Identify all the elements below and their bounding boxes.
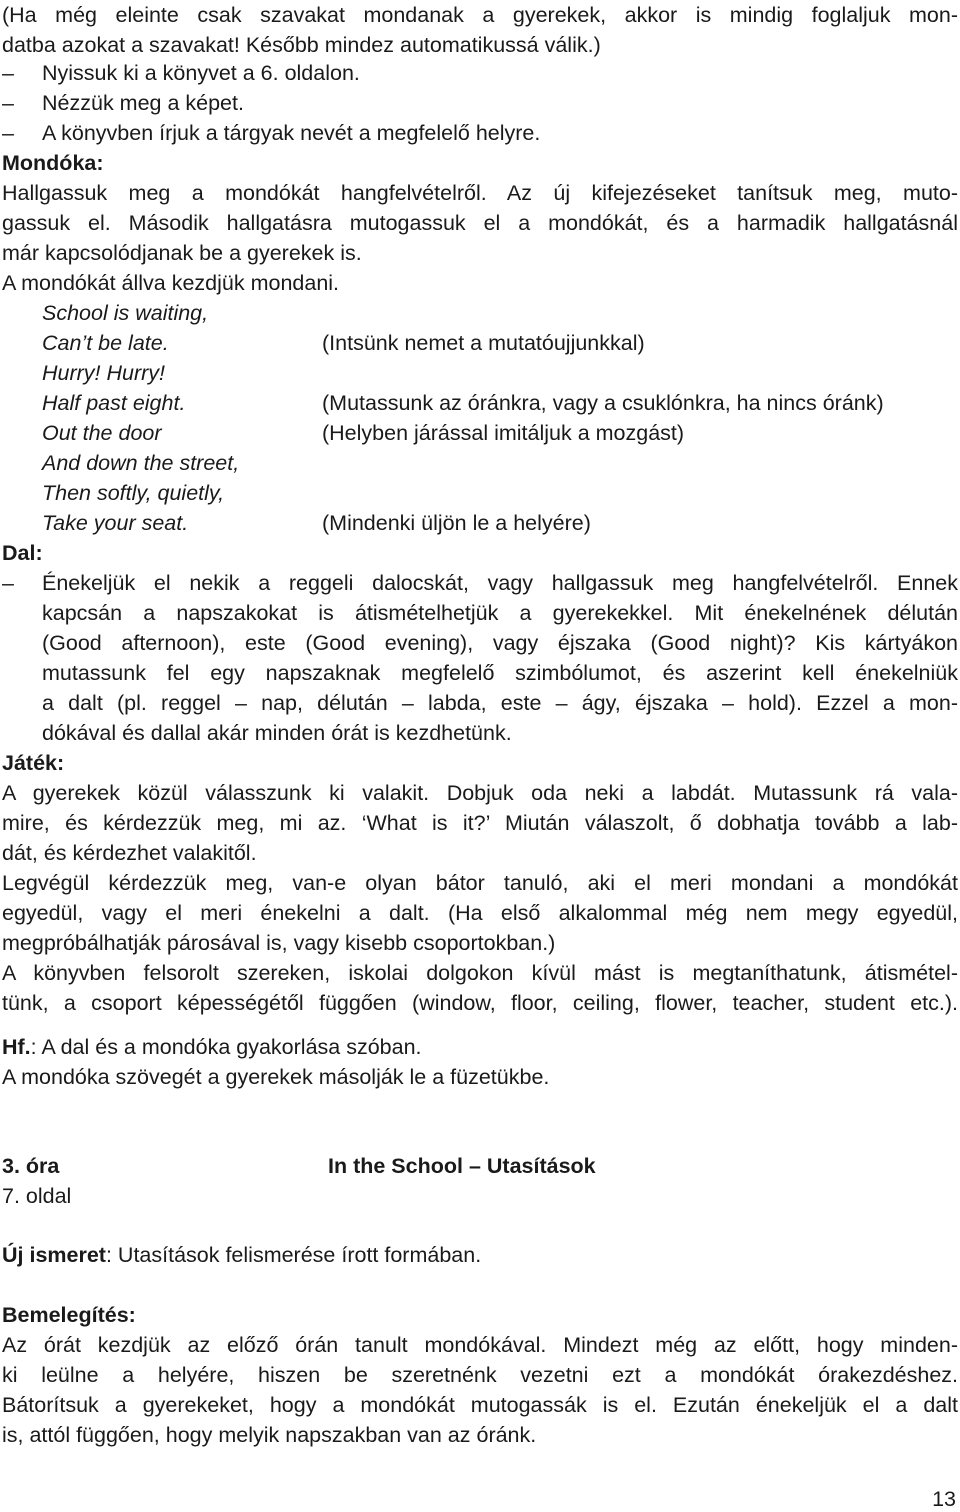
poem-line: Take your seat.: [42, 511, 189, 535]
mondoka-line: A mondókát állva kezdjük mondani.: [2, 271, 340, 295]
mondoka-line: Hallgassuk meg a mondókát hangfelvételről. Az új kifejezéseket tanítsuk meg, muto-: [2, 181, 958, 205]
hf-colon: :: [30, 1035, 37, 1059]
poem-line: Hurry! Hurry!: [42, 361, 166, 385]
uj-ismeret-text: : Utasítások felismerése írott formában.: [105, 1243, 482, 1267]
mondoka-line: gassuk el. Második hallgatásra mutogassuk el a mondókát, és a harmadik hallgatásnál: [2, 211, 958, 235]
bemelegites-heading: Bemelegítés:: [2, 1303, 136, 1327]
mondoka-line: már kapcsolódjanak be a gyerekek is.: [2, 241, 362, 265]
hf-line: [2, 1032, 958, 1062]
bemelegites-line: Bátorítsuk a gyerekeket, hogy a mondókát mutogassák is el. Ezután énekeljük el a dalt: [2, 1393, 958, 1417]
hf-line-2: A mondóka szövegét a gyerekek másolják le a füzetükbe.: [2, 1065, 550, 1089]
jatek-heading: Játék:: [2, 751, 65, 775]
step-text: A könyvben írjuk a tárgyak nevét a megfelelő helyre.: [42, 121, 541, 145]
step-text: Nézzük meg a képet.: [42, 91, 244, 115]
jatek-line: megpróbálhatják párosával is, vagy kisebb csoportokban.): [2, 931, 556, 955]
jatek-line: egyedül, vagy el meri énekelni a dalt. (Ha első alkalommal még nem megy egyedül,: [2, 901, 958, 925]
lesson-page: 7. oldal: [2, 1184, 72, 1208]
mondoka-heading: Mondóka:: [2, 151, 104, 175]
uj-ismeret-label: Új ismeret: [2, 1243, 106, 1267]
dal-heading: Dal:: [2, 541, 43, 565]
poem-line: And down the street,: [42, 451, 240, 475]
uj-ismeret-line: [2, 1240, 958, 1270]
step-text: Nyissuk ki a könyvet a 6. oldalon.: [42, 61, 360, 85]
lesson-number: 3. óra: [2, 1154, 60, 1178]
jatek-line: mire, és kérdezzük meg, mi az. ‘What is it?’ Miután válaszolt, ő dobhatja tovább a lab-: [2, 811, 958, 835]
dal-line: mutassunk fel egy napszaknak megfelelő szimbólumot, és aszerint kell énekelniük: [42, 661, 958, 685]
dal-line: Énekeljük el nekik a reggeli dalocskát, vagy hallgassuk meg hangfelvételről. Ennek: [42, 571, 958, 595]
poem-note: (Mindenki üljön le a helyére): [322, 511, 591, 535]
dal-line: (Good afternoon), este (Good evening), vagy éjszaka (Good night)? Kis kártyákon: [42, 631, 958, 655]
jatek-line: tünk, a csoport képességétől függően (window, floor, ceiling, flower, teacher, student etc.).: [2, 991, 958, 1015]
jatek-line: A gyerekek közül válasszunk ki valakit. Dobjuk oda neki a labdát. Mutassunk rá vala-: [2, 781, 958, 805]
hf-label: Hf.: [2, 1035, 31, 1059]
poem-note: (Helyben járással imitáljuk a mozgást): [322, 421, 685, 445]
lesson-title: In the School – Utasítások: [328, 1154, 596, 1178]
poem-line: Out the door: [42, 421, 162, 445]
poem-line: Can’t be late.: [42, 331, 169, 355]
dal-line: a dalt (pl. reggel – nap, délután – labda, este – ágy, éjszaka – hold). Ezzel a mon-: [42, 691, 958, 715]
dal-line: kapcsán a napszakokat is átismételhetjük a gyerekekkel. Mit énekelnének délután: [42, 601, 958, 625]
page-number: 13: [932, 1487, 956, 1511]
jatek-line: A könyvben felsorolt szereken, iskolai dolgokon kívül mást is megtaníthatunk, átismétel-: [2, 961, 958, 985]
intro-line: (Ha még eleinte csak szavakat mondanak a gyerekek, akkor is mindig foglaljuk mon-: [2, 3, 958, 27]
jatek-line: Legvégül kérdezzük meg, van-e olyan bátor tanuló, aki el meri mondani a mondókát: [2, 871, 958, 895]
jatek-line: dát, és kérdezhet valakitől.: [2, 841, 257, 865]
poem-line: School is waiting,: [42, 301, 209, 325]
bemelegites-line: is, attól függően, hogy melyik napszakban van az óránk.: [2, 1423, 537, 1447]
poem-line: Half past eight.: [42, 391, 186, 415]
hf-text: A dal és a mondóka gyakorlása szóban.: [36, 1035, 422, 1059]
poem-note: (Mutassunk az óránkra, vagy a csuklónkra, ha nincs óránk): [322, 391, 884, 415]
intro-line: datba azokat a szavakat! Később mindez automatikussá válik.): [2, 33, 601, 57]
dash: –: [2, 61, 14, 85]
poem-line: Then softly, quietly,: [42, 481, 225, 505]
bemelegites-line: ki leülne a helyére, hiszen be szeretnénk vezetni ezt a mondókát órakezdéshez.: [2, 1363, 958, 1387]
bemelegites-line: Az órát kezdjük az előző órán tanult mondókával. Mindezt még az előtt, hogy minden-: [2, 1333, 958, 1357]
dash: –: [2, 91, 14, 115]
poem-note: (Intsünk nemet a mutatóujjunkkal): [322, 331, 645, 355]
dash: –: [2, 571, 14, 595]
dal-line: dókával és dallal akár minden órát is kezdhetünk.: [42, 721, 512, 745]
dash: –: [2, 121, 14, 145]
